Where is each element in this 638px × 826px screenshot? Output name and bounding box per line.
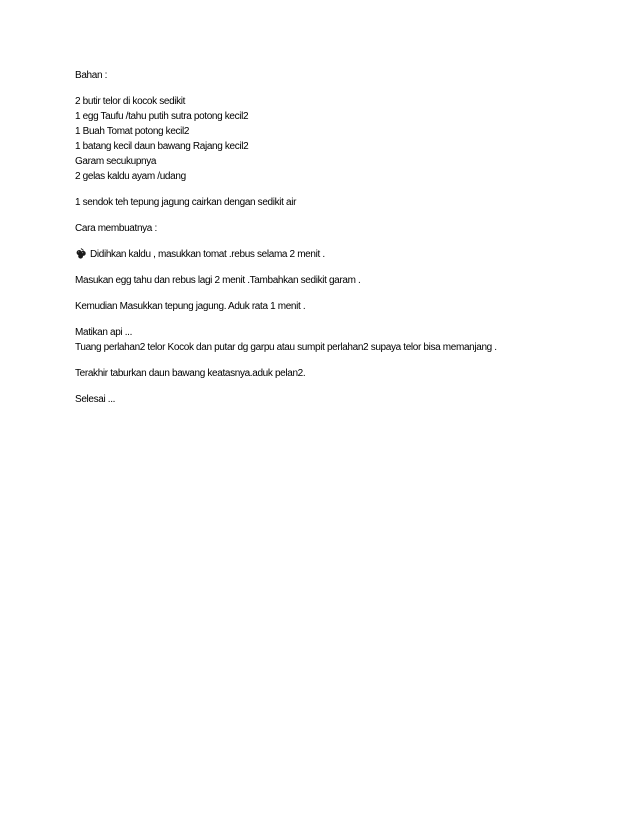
document-body <box>75 68 595 407</box>
step-5: Terakhir taburkan daun bawang keatasnya.aduk pelan2. <box>75 368 306 379</box>
ingredients-heading: Bahan : <box>75 70 108 81</box>
ingredient-item: 2 gelas kaldu ayam /udang <box>75 171 186 182</box>
berries-icon <box>75 247 87 259</box>
ingredient-item: Garam secukupnya <box>75 156 157 167</box>
step-4b: Tuang perlahan2 telor Kocok dan putar dg garpu atau sumpit perlahan2 supaya telor bisa memanjang . <box>75 342 497 353</box>
step-3: Kemudian Masukkan tepung jagung. Aduk rata 1 menit . <box>75 301 306 312</box>
closing-line: Selesai ... <box>75 394 116 405</box>
step-2: Masukan egg tahu dan rebus lagi 2 menit .Tambahkan sedikit garam . <box>75 275 361 286</box>
method-heading: Cara membuatnya : <box>75 223 157 234</box>
step-4a: Matikan api ... <box>75 327 133 338</box>
ingredient-item: 1 batang kecil daun bawang Rajang kecil2 <box>75 141 249 152</box>
ingredient-item: 1 egg Taufu /tahu putih sutra potong kecil2 <box>75 111 249 122</box>
ingredient-item: 2 butir telor di kocok sedikit <box>75 96 186 107</box>
cornstarch-line: 1 sendok teh tepung jagung cairkan dengan sedikit air <box>75 197 297 208</box>
ingredient-item: 1 Buah Tomat potong kecil2 <box>75 126 190 137</box>
step-1 <box>75 247 595 262</box>
step-1-text: Didihkan kaldu , masukkan tomat .rebus selama 2 menit . <box>90 249 325 260</box>
